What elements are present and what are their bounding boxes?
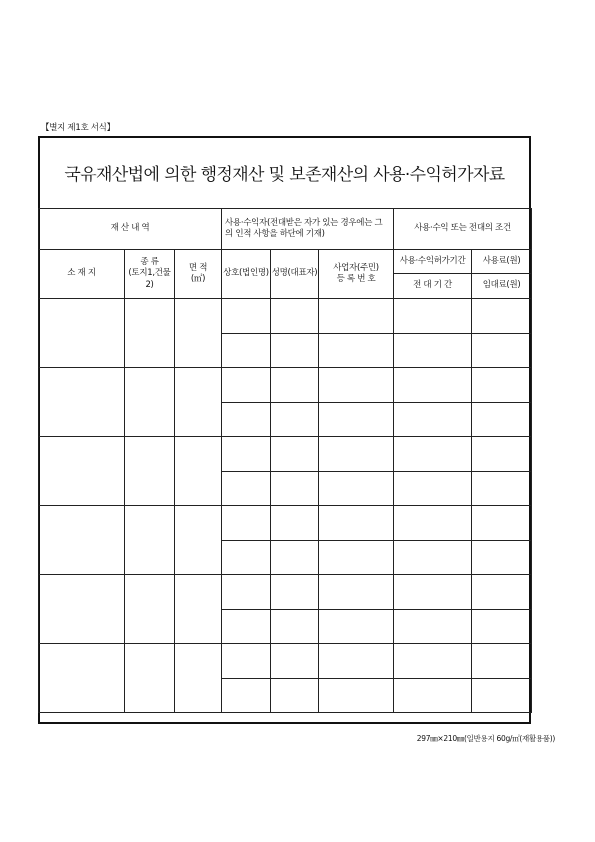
header-rent-fee: 임대료(원) (472, 274, 532, 299)
fee-cell[interactable] (472, 610, 532, 644)
registration-cell[interactable] (319, 541, 394, 575)
company-cell[interactable] (222, 368, 271, 403)
registration-cell[interactable] (319, 679, 394, 713)
area-cell[interactable] (175, 437, 222, 506)
fee-cell[interactable] (472, 575, 532, 610)
name-cell[interactable] (271, 679, 319, 713)
company-cell[interactable] (222, 541, 271, 575)
header-location: 소 재 지 (39, 250, 125, 299)
period-cell[interactable] (394, 437, 472, 472)
registration-cell[interactable] (319, 299, 394, 334)
period-cell[interactable] (394, 644, 472, 679)
company-cell[interactable] (222, 575, 271, 610)
area-cell[interactable] (175, 299, 222, 368)
name-cell[interactable] (271, 644, 319, 679)
period-cell[interactable] (394, 679, 472, 713)
header-area-unit: (㎡) (190, 274, 206, 284)
location-cell[interactable] (39, 575, 125, 644)
name-cell[interactable] (271, 299, 319, 334)
table-row (39, 575, 532, 610)
paper-spec-footer: 297㎜×210㎜(일반용지 60g/㎡(재활용품)) (416, 734, 555, 743)
type-cell[interactable] (125, 506, 175, 575)
fee-cell[interactable] (472, 541, 532, 575)
location-cell[interactable] (39, 644, 125, 713)
registration-cell[interactable] (319, 403, 394, 437)
table-row (39, 506, 532, 541)
header-sublease-period: 전 대 기 간 (394, 274, 472, 299)
location-cell[interactable] (39, 368, 125, 437)
registration-cell[interactable] (319, 368, 394, 403)
header-type-sub: (토지1,건물2) (128, 268, 171, 290)
type-cell[interactable] (125, 368, 175, 437)
registration-cell[interactable] (319, 472, 394, 506)
registration-cell[interactable] (319, 610, 394, 644)
fee-cell[interactable] (472, 644, 532, 679)
period-cell[interactable] (394, 506, 472, 541)
form-number-label: 【별지 제1호 서식】 (41, 123, 115, 133)
period-cell[interactable] (394, 299, 472, 334)
name-cell[interactable] (271, 472, 319, 506)
header-usage-fee: 사용료(원) (472, 250, 532, 274)
table-row (39, 368, 532, 403)
area-cell[interactable] (175, 368, 222, 437)
registration-cell[interactable] (319, 644, 394, 679)
company-cell[interactable] (222, 437, 271, 472)
company-cell[interactable] (222, 679, 271, 713)
company-cell[interactable] (222, 610, 271, 644)
fee-cell[interactable] (472, 334, 532, 368)
name-cell[interactable] (271, 334, 319, 368)
period-cell[interactable] (394, 403, 472, 437)
header-company: 상호(법인명) (222, 250, 271, 299)
name-cell[interactable] (271, 403, 319, 437)
period-cell[interactable] (394, 368, 472, 403)
location-cell[interactable] (39, 437, 125, 506)
header-user-info: 사용·수익자(전대받은 자가 있는 경우에는 그의 인적 사항을 하단에 기재) (222, 209, 394, 250)
company-cell[interactable] (222, 506, 271, 541)
fee-cell[interactable] (472, 472, 532, 506)
period-cell[interactable] (394, 541, 472, 575)
period-cell[interactable] (394, 575, 472, 610)
form-title: 국유재산법에 의한 행정재산 및 보존재산의 사용·수익허가자료 (64, 164, 505, 185)
header-area-main: 면 적 (188, 262, 208, 273)
fee-cell[interactable] (472, 679, 532, 713)
name-cell[interactable] (271, 368, 319, 403)
area-cell[interactable] (175, 644, 222, 713)
header-type-main: 종 류 (140, 256, 159, 267)
area-cell[interactable] (175, 575, 222, 644)
name-cell[interactable] (271, 541, 319, 575)
company-cell[interactable] (222, 644, 271, 679)
table-row (39, 437, 532, 472)
header-name: 성명(대표자) (271, 250, 319, 299)
header-permit-period: 사용·수익허가기간 (394, 250, 472, 274)
registration-cell[interactable] (319, 575, 394, 610)
company-cell[interactable] (222, 334, 271, 368)
name-cell[interactable] (271, 610, 319, 644)
header-area (175, 250, 222, 299)
header-registration (319, 250, 394, 299)
location-cell[interactable] (39, 506, 125, 575)
table-row (39, 299, 532, 334)
header-property-details: 재 산 내 역 (39, 209, 222, 250)
company-cell[interactable] (222, 472, 271, 506)
type-cell[interactable] (125, 299, 175, 368)
table-row (39, 644, 532, 679)
header-type (125, 250, 175, 299)
header-registration-main: 사업자(주민) (333, 262, 379, 273)
type-cell[interactable] (125, 437, 175, 506)
fee-cell[interactable] (472, 299, 532, 334)
type-cell[interactable] (125, 575, 175, 644)
type-cell[interactable] (125, 644, 175, 713)
registration-cell[interactable] (319, 437, 394, 472)
fee-cell[interactable] (472, 403, 532, 437)
area-cell[interactable] (175, 506, 222, 575)
company-cell[interactable] (222, 403, 271, 437)
period-cell[interactable] (394, 334, 472, 368)
fee-cell[interactable] (472, 437, 532, 472)
company-cell[interactable] (222, 299, 271, 334)
name-cell[interactable] (271, 575, 319, 610)
registration-cell[interactable] (319, 506, 394, 541)
permit-data-table (38, 208, 532, 713)
location-cell[interactable] (39, 299, 125, 368)
header-registration-sub: 등 록 번 호 (336, 274, 376, 284)
name-cell[interactable] (271, 506, 319, 541)
period-cell[interactable] (394, 472, 472, 506)
name-cell[interactable] (271, 437, 319, 472)
period-cell[interactable] (394, 610, 472, 644)
registration-cell[interactable] (319, 334, 394, 368)
fee-cell[interactable] (472, 368, 532, 403)
fee-cell[interactable] (472, 506, 532, 541)
header-conditions: 사용·수익 또는 전대의 조건 (394, 209, 532, 250)
